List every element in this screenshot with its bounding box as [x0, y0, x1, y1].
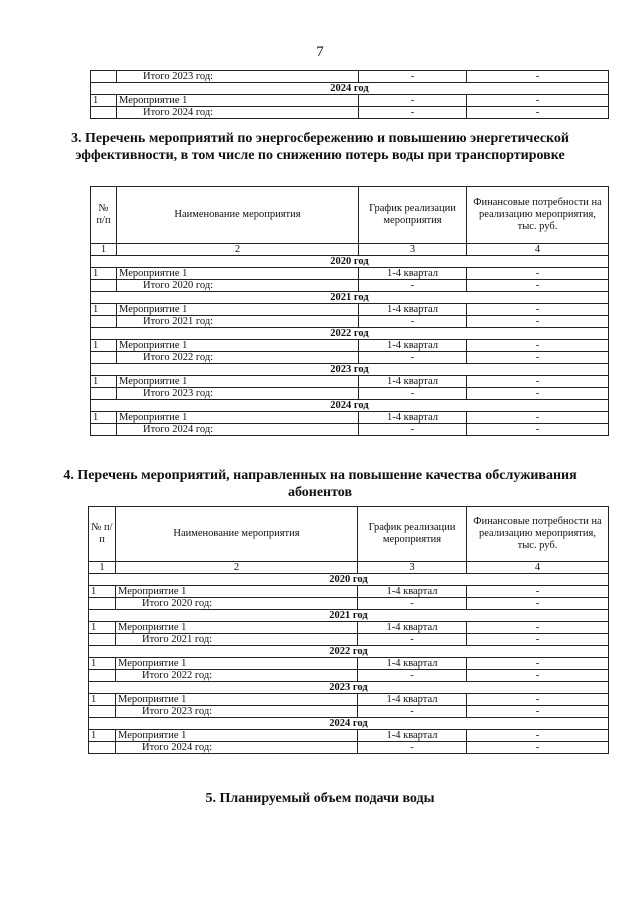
year-row	[91, 364, 609, 376]
total-row	[91, 388, 609, 400]
row-schedule-cell: -	[359, 316, 467, 328]
row-num-cell: 1	[91, 268, 117, 280]
row-num-cell	[91, 424, 117, 436]
section-3-body	[91, 256, 609, 436]
row-schedule-cell: -	[358, 742, 467, 754]
row-name-cell: Итого 2021 год:	[116, 634, 358, 646]
table-row	[89, 658, 609, 670]
row-schedule-cell: -	[358, 634, 467, 646]
row-schedule-cell: 1-4 квартал	[359, 376, 467, 388]
row-num-cell	[91, 71, 117, 83]
row-finance-cell: -	[467, 742, 609, 754]
header-num: № п/п	[89, 507, 116, 562]
row-schedule-cell: -	[359, 107, 467, 119]
row-finance-cell: -	[467, 622, 609, 634]
year-label: 2021 год	[89, 610, 609, 622]
row-finance-cell: -	[467, 586, 609, 598]
total-row	[89, 706, 609, 718]
header-finance: Финансовые потребности на реализацию мероприятия, тыс. руб.	[467, 187, 609, 244]
total-row	[91, 424, 609, 436]
year-row	[89, 718, 609, 730]
table-row	[91, 340, 609, 352]
table-row	[91, 376, 609, 388]
row-schedule-cell: -	[359, 388, 467, 400]
row-name-cell: Мероприятие 1	[116, 694, 358, 706]
total-row	[89, 634, 609, 646]
row-finance-cell: -	[467, 376, 609, 388]
year-label: 2024 год	[91, 400, 609, 412]
table-row	[91, 71, 609, 83]
table-row	[91, 412, 609, 424]
row-num-cell	[89, 742, 116, 754]
total-row	[91, 316, 609, 328]
year-row	[89, 646, 609, 658]
table-row	[89, 694, 609, 706]
header-num: № п/п	[91, 187, 117, 244]
year-label: 2020 год	[91, 256, 609, 268]
row-name-cell: Мероприятие 1	[117, 340, 359, 352]
row-schedule-cell: 1-4 квартал	[358, 694, 467, 706]
column-number-row	[89, 562, 609, 574]
row-schedule-cell: 1-4 квартал	[359, 340, 467, 352]
row-name-cell: Мероприятие 1	[116, 658, 358, 670]
row-num-cell	[91, 107, 117, 119]
year-row	[89, 610, 609, 622]
col-number: 3	[359, 244, 467, 256]
row-schedule-cell: 1-4 квартал	[358, 730, 467, 742]
section-3-table	[90, 186, 609, 436]
header-schedule: График реализации мероприятия	[358, 507, 467, 562]
row-finance-cell: -	[467, 670, 609, 682]
year-label: 2024 год	[91, 83, 609, 95]
row-finance-cell: -	[467, 658, 609, 670]
row-finance-cell: -	[467, 598, 609, 610]
row-schedule-cell: 1-4 квартал	[359, 268, 467, 280]
table-row	[89, 730, 609, 742]
year-label: 2022 год	[91, 328, 609, 340]
row-schedule-cell: -	[359, 280, 467, 292]
row-schedule-cell: -	[359, 71, 467, 83]
row-name-cell: Итого 2020 год:	[117, 280, 359, 292]
table-row	[91, 304, 609, 316]
header-schedule: График реализации мероприятия	[359, 187, 467, 244]
row-name-cell: Итого 2024 год:	[117, 107, 359, 119]
row-finance-cell: -	[467, 730, 609, 742]
row-num-cell: 1	[91, 376, 117, 388]
row-schedule-cell: 1-4 квартал	[358, 658, 467, 670]
row-finance-cell: -	[467, 388, 609, 400]
total-row	[89, 670, 609, 682]
row-num-cell: 1	[89, 658, 116, 670]
row-schedule-cell: -	[359, 424, 467, 436]
total-row	[89, 598, 609, 610]
year-row	[89, 574, 609, 586]
row-name-cell: Итого 2023 год:	[117, 388, 359, 400]
row-finance-cell: -	[467, 412, 609, 424]
year-row	[91, 328, 609, 340]
row-num-cell	[89, 598, 116, 610]
row-finance-cell: -	[467, 316, 609, 328]
total-row	[89, 742, 609, 754]
row-name-cell: Мероприятие 1	[117, 412, 359, 424]
row-name-cell: Итого 2022 год:	[116, 670, 358, 682]
row-schedule-cell: 1-4 квартал	[359, 304, 467, 316]
col-number: 2	[116, 562, 358, 574]
col-number: 1	[89, 562, 116, 574]
row-finance-cell: -	[467, 304, 609, 316]
row-finance-cell: -	[467, 424, 609, 436]
col-number: 4	[467, 244, 609, 256]
row-num-cell: 1	[89, 586, 116, 598]
row-name-cell: Мероприятие 1	[117, 304, 359, 316]
row-name-cell: Мероприятие 1	[117, 268, 359, 280]
year-row	[91, 400, 609, 412]
header-finance: Финансовые потребности на реализацию мероприятия, тыс. руб.	[467, 507, 609, 562]
year-row	[91, 83, 609, 95]
total-row	[91, 280, 609, 292]
row-num-cell: 1	[91, 340, 117, 352]
row-name-cell: Мероприятие 1	[117, 95, 359, 107]
row-finance-cell: -	[467, 107, 609, 119]
row-name-cell: Мероприятие 1	[116, 622, 358, 634]
row-num-cell	[89, 670, 116, 682]
col-number: 2	[117, 244, 359, 256]
row-finance-cell: -	[467, 71, 609, 83]
row-schedule-cell: 1-4 квартал	[358, 586, 467, 598]
row-finance-cell: -	[467, 340, 609, 352]
page-number: 7	[316, 44, 324, 60]
row-num-cell	[91, 388, 117, 400]
year-label: 2022 год	[89, 646, 609, 658]
row-num-cell: 1	[91, 304, 117, 316]
row-finance-cell: -	[467, 352, 609, 364]
table-row	[91, 107, 609, 119]
row-name-cell: Мероприятие 1	[117, 376, 359, 388]
row-schedule-cell: -	[358, 670, 467, 682]
row-name-cell: Итого 2023 год:	[116, 706, 358, 718]
row-name-cell: Итого 2023 год:	[117, 71, 359, 83]
section-4-table	[88, 506, 609, 754]
row-finance-cell: -	[467, 694, 609, 706]
top-table	[90, 70, 609, 119]
row-schedule-cell: -	[359, 352, 467, 364]
row-schedule-cell: -	[358, 598, 467, 610]
row-num-cell	[89, 634, 116, 646]
row-name-cell: Итого 2021 год:	[117, 316, 359, 328]
section-3-title: 3. Перечень мероприятий по энергосбережению и повышению энергетической эффективности, в том числе по снижению потерь воды при транспортировке	[70, 131, 570, 163]
header-name: Наименование мероприятия	[117, 187, 359, 244]
row-num-cell: 1	[89, 694, 116, 706]
column-number-row	[91, 244, 609, 256]
row-num-cell: 1	[91, 412, 117, 424]
section-5-title: 5. Планируемый объем подачи воды	[205, 791, 435, 806]
col-number: 4	[467, 562, 609, 574]
col-number: 3	[358, 562, 467, 574]
row-finance-cell: -	[467, 268, 609, 280]
row-name-cell: Итого 2022 год:	[117, 352, 359, 364]
row-name-cell: Итого 2024 год:	[117, 424, 359, 436]
year-label: 2021 год	[91, 292, 609, 304]
year-label: 2020 год	[89, 574, 609, 586]
row-num-cell	[91, 352, 117, 364]
row-schedule-cell: -	[359, 95, 467, 107]
row-num-cell: 1	[89, 730, 116, 742]
row-finance-cell: -	[467, 280, 609, 292]
year-row	[91, 256, 609, 268]
row-num-cell	[89, 706, 116, 718]
table-row	[91, 95, 609, 107]
section-4-title: 4. Перечень мероприятий, направленных на повышение качества обслуживания абонентов	[63, 468, 577, 500]
table-row	[89, 622, 609, 634]
year-row	[91, 292, 609, 304]
row-num-cell: 1	[91, 95, 117, 107]
row-num-cell	[91, 316, 117, 328]
header-name: Наименование мероприятия	[116, 507, 358, 562]
header-row	[91, 187, 609, 244]
table-row	[89, 586, 609, 598]
row-finance-cell: -	[467, 634, 609, 646]
row-schedule-cell: 1-4 квартал	[358, 622, 467, 634]
row-name-cell: Мероприятие 1	[116, 730, 358, 742]
row-num-cell: 1	[89, 622, 116, 634]
year-row	[89, 682, 609, 694]
row-finance-cell: -	[467, 95, 609, 107]
section-4-body	[89, 574, 609, 754]
table-row	[91, 268, 609, 280]
total-row	[91, 352, 609, 364]
header-row	[89, 507, 609, 562]
year-label: 2023 год	[89, 682, 609, 694]
row-name-cell: Мероприятие 1	[116, 586, 358, 598]
col-number: 1	[91, 244, 117, 256]
year-label: 2023 год	[91, 364, 609, 376]
row-schedule-cell: 1-4 квартал	[359, 412, 467, 424]
row-name-cell: Итого 2020 год:	[116, 598, 358, 610]
row-num-cell	[91, 280, 117, 292]
row-finance-cell: -	[467, 706, 609, 718]
year-label: 2024 год	[89, 718, 609, 730]
row-schedule-cell: -	[358, 706, 467, 718]
row-name-cell: Итого 2024 год:	[116, 742, 358, 754]
